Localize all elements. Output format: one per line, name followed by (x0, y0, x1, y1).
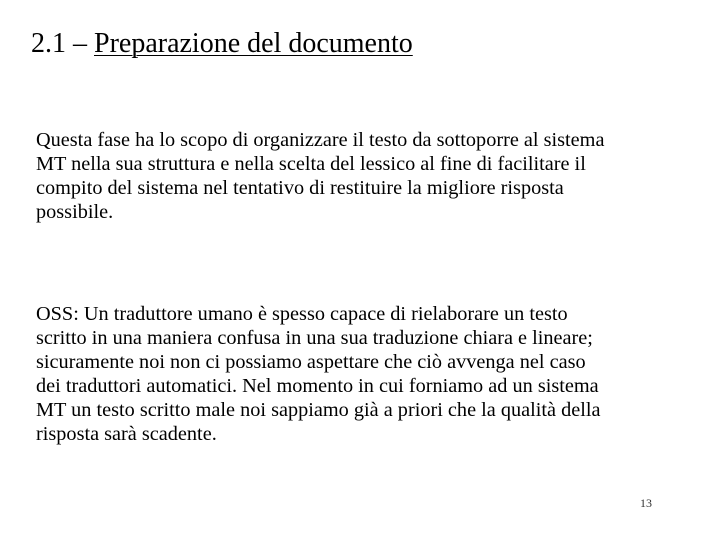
section-number: 2.1 – (31, 28, 94, 59)
paragraph-line: OSS: Un traduttore umano è spesso capace di rielaborare un testo (36, 303, 568, 325)
intro-paragraph (36, 128, 716, 224)
paragraph-line: MT un testo scritto male noi sappiamo già a priori che la qualità della (36, 399, 601, 421)
paragraph-line: risposta sarà scadente. (36, 423, 217, 445)
paragraph-line: MT nella sua struttura e nella scelta del lessico al fine di facilitare il (36, 153, 586, 175)
title-text: Preparazione del documento (94, 28, 413, 59)
note-paragraph (36, 302, 716, 446)
paragraph-line: dei traduttori automatici. Nel momento in cui forniamo ad un sistema (36, 375, 599, 397)
paragraph-line: Questa fase ha lo scopo di organizzare il testo da sottoporre al sistema (36, 129, 605, 151)
page-number: 13 (640, 496, 652, 510)
slide-title (31, 27, 413, 61)
paragraph-line: sicuramente noi non ci possiamo aspettare che ciò avvenga nel caso (36, 351, 586, 373)
paragraph-line: possibile. (36, 201, 114, 223)
paragraph-line: compito del sistema nel tentativo di restituire la migliore risposta (36, 177, 564, 199)
paragraph-line: scritto in una maniera confusa in una sua traduzione chiara e lineare; (36, 327, 593, 349)
